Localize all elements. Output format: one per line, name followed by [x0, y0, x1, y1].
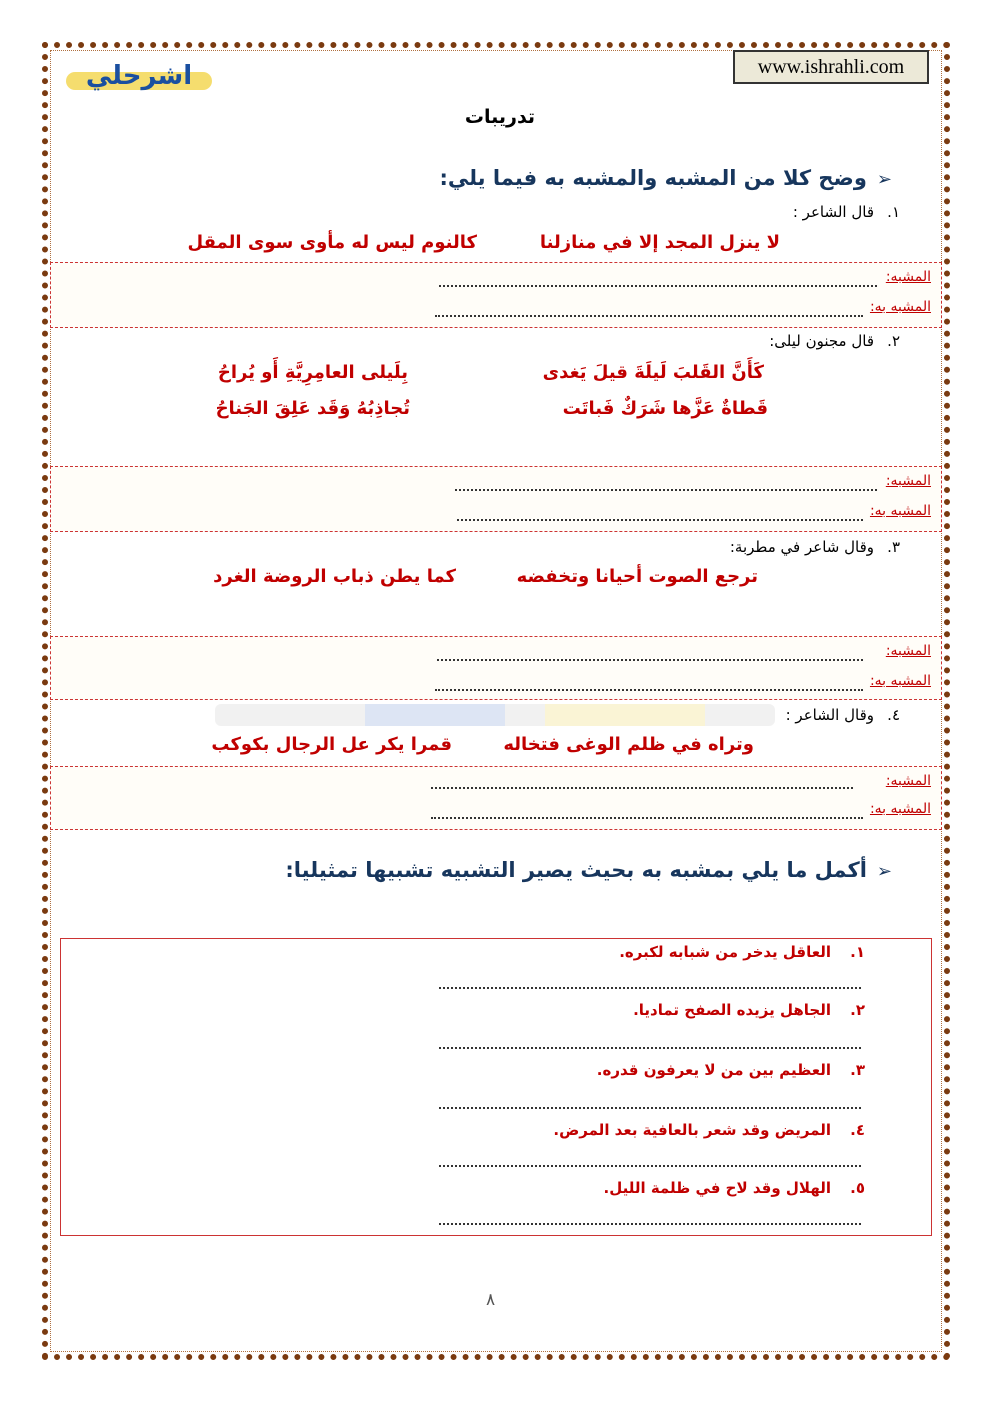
q2-answer-box: [50, 466, 942, 532]
item4-number: .٤: [850, 1121, 865, 1139]
q4-answer-line-1[interactable]: [431, 787, 853, 789]
q3-label-mushabbah: المشبه:: [885, 643, 931, 659]
arrow-bullet-icon: ➢: [876, 169, 892, 190]
q4-verse-right: وتراه في ظلم الوغى فتخاله: [503, 734, 754, 755]
q4-intro: وقال الشاعر :: [785, 706, 874, 724]
item2-answer-line[interactable]: [439, 1047, 861, 1049]
q2-verse-left: بِلَيلى العامِرِيَّةِ أَو يُراحُ: [217, 362, 408, 383]
item5-number: .٥: [850, 1179, 865, 1197]
page-number: ٨: [486, 1290, 496, 1310]
item2-text: الجاهل يزيده الصفح تماديا.: [633, 1001, 831, 1019]
q1-intro: قال الشاعر :: [792, 203, 874, 221]
q1-label-mushabbah: المشبه:: [885, 269, 931, 285]
item3-answer-line[interactable]: [439, 1107, 861, 1109]
q1-answer-box: [50, 262, 942, 328]
q3-answer-line-1[interactable]: [437, 659, 863, 661]
q2-verse-right-2: قَطاةٌ عَزَّها شَرَكٌ فَباتَت: [562, 398, 768, 419]
q1-answer-line-2[interactable]: [435, 315, 863, 317]
item1-number: .١: [850, 943, 865, 961]
q2-intro: قال مجنون ليلى:: [769, 332, 874, 350]
q1-number: .١: [887, 203, 900, 221]
item3-number: .٣: [850, 1061, 865, 1079]
q4-label-mushabbah-bih: المشبه به:: [869, 801, 931, 817]
item1-text: العاقل يدخر من شبابه لكبره.: [619, 943, 831, 961]
item5-answer-line[interactable]: [439, 1223, 861, 1225]
q2-answer-line-1[interactable]: [455, 489, 877, 491]
q2-verse-right: كَأَنَّ القَلبَ لَيلَةَ قيلَ يَغدى: [542, 362, 764, 383]
item2-number: .٢: [850, 1001, 865, 1019]
section2-box: [60, 938, 932, 1236]
q3-label-mushabbah-bih: المشبه به:: [869, 673, 931, 689]
q3-verse-left: كما يطن ذباب الروضة الغرد: [213, 566, 456, 587]
q2-verse-left-2: تُجاذِبُهُ وَقَد عَلِقَ الجَناحُ: [215, 398, 410, 419]
website-box[interactable]: www.ishrahli.com: [733, 50, 929, 84]
item5-text: الهلال وقد لاح في ظلمة الليل.: [603, 1179, 831, 1197]
arrow-bullet-icon: ➢: [876, 861, 892, 882]
q2-label-mushabbah-bih: المشبه به:: [869, 503, 931, 519]
item4-answer-line[interactable]: [439, 1165, 861, 1167]
q1-answer-line-1[interactable]: [439, 285, 877, 287]
section2-instruction-text: أكمل ما يلي بمشبه به بحيث يصير التشبيه تشبيها تمثيليا:: [285, 858, 867, 882]
section2-instruction: [285, 858, 892, 882]
q1-verse-right: لا ينزل المجد إلا في منازلنا: [539, 232, 780, 253]
q1-verse-left: كالنوم ليس له مأوى سوى المقل: [187, 232, 477, 253]
q3-intro: وقال شاعر في مطربة:: [729, 538, 874, 556]
logo-text: اشرحلي: [85, 61, 193, 91]
background-watermark: [215, 700, 775, 730]
q4-verse-left: قمرا يكر عل الرجال بكوكب: [211, 734, 452, 755]
section1-instruction-text: وضح كلا من المشبه والمشبه به فيما يلي:: [439, 166, 867, 190]
q3-answer-box: [50, 636, 942, 700]
q4-label-mushabbah: المشبه:: [885, 773, 931, 789]
q2-number: .٢: [887, 332, 900, 350]
q2-answer-line-2[interactable]: [457, 519, 863, 521]
q3-answer-line-2[interactable]: [435, 689, 863, 691]
q3-verse-right: ترجع الصوت أحيانا وتخفضه: [516, 566, 758, 587]
item3-text: العظيم بين من لا يعرفون قدره.: [596, 1061, 831, 1079]
q4-answer-box: [50, 766, 942, 830]
item4-text: المريض وقد شعر بالعافية بعد المرض.: [553, 1121, 831, 1139]
q3-number: .٣: [887, 538, 900, 556]
q1-label-mushabbah-bih: المشبه به:: [869, 299, 931, 315]
q4-number: .٤: [887, 706, 900, 724]
page-title: تدريبات: [464, 106, 536, 128]
item1-answer-line[interactable]: [439, 987, 861, 989]
q4-answer-line-2[interactable]: [431, 817, 863, 819]
section1-instruction: [439, 166, 892, 190]
q2-label-mushabbah: المشبه:: [885, 473, 931, 489]
ishrahli-logo: [64, 52, 214, 94]
